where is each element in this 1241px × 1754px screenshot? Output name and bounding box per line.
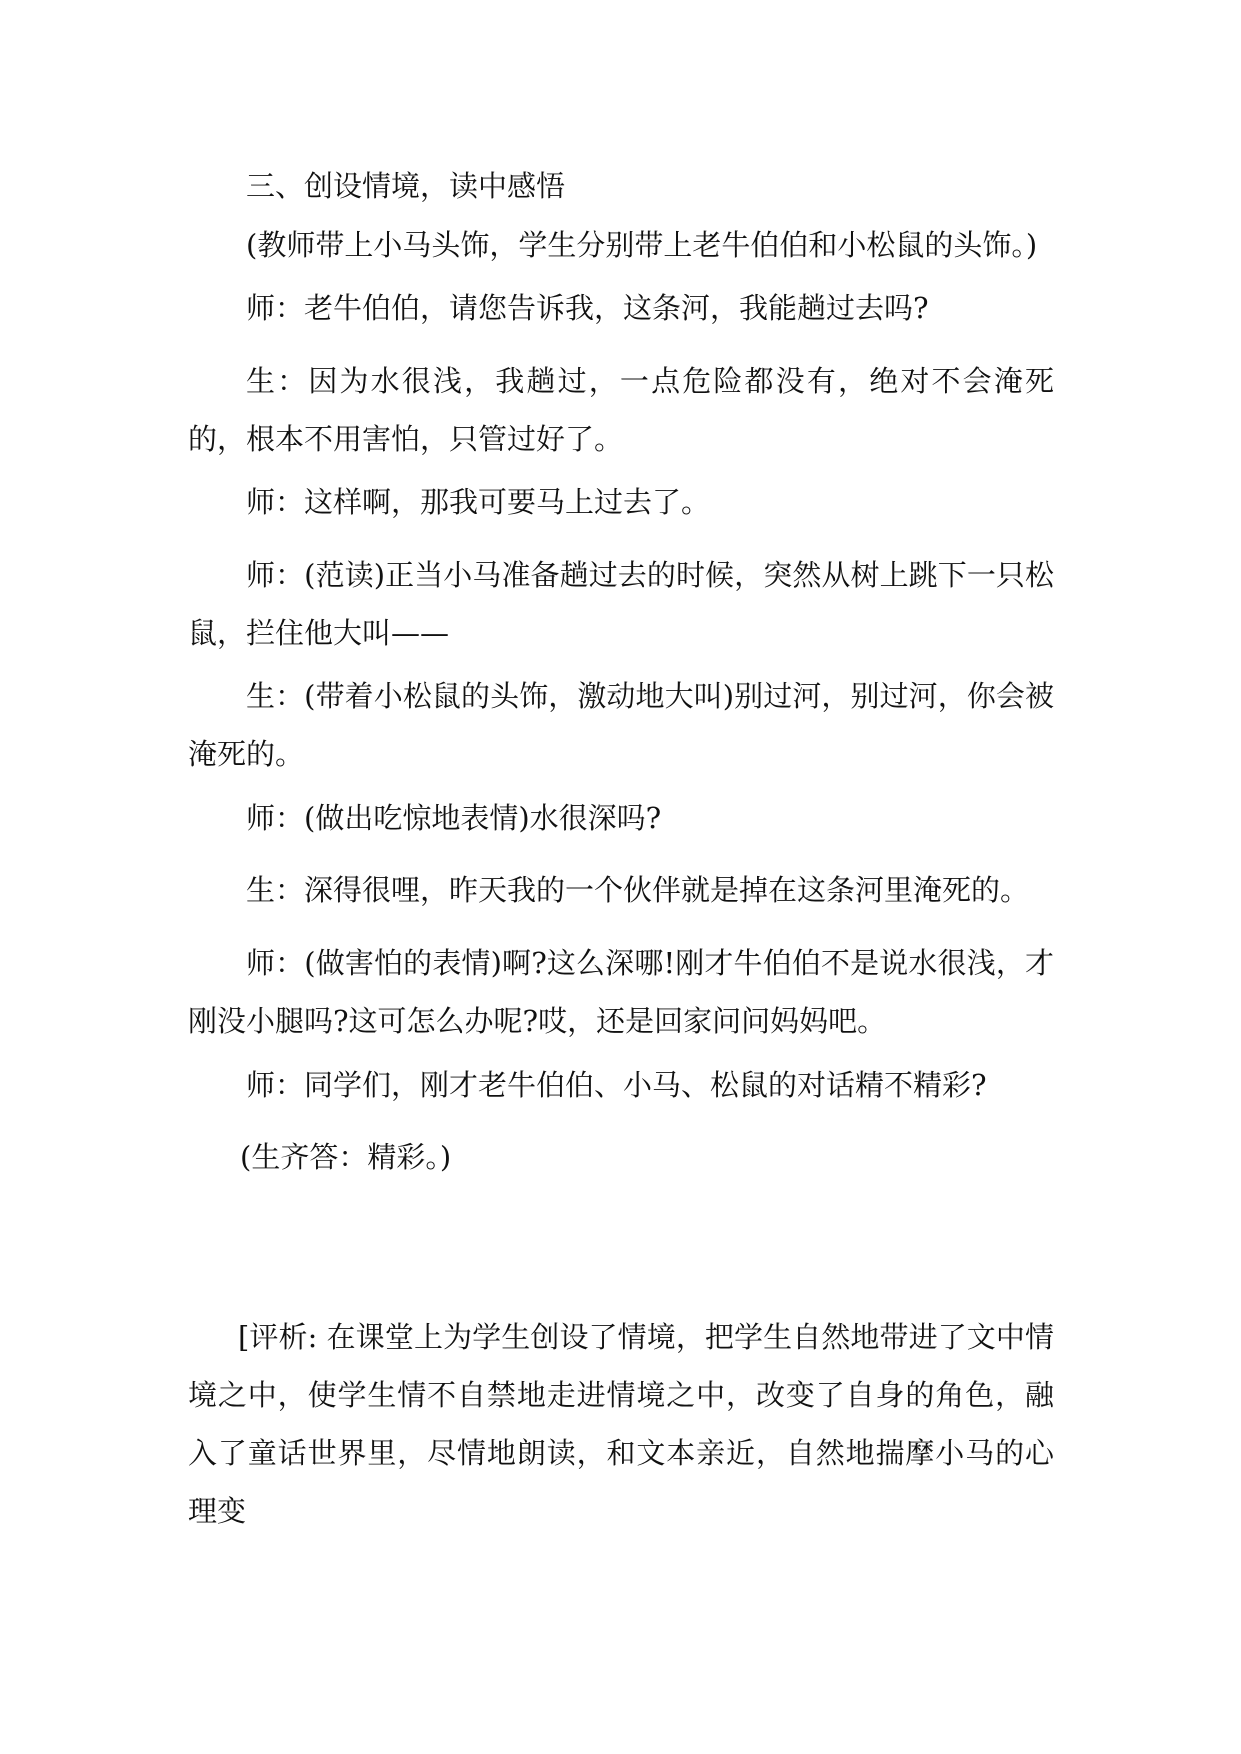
stage-direction: (教师带上小马头饰，学生分别带上老牛伯伯和小松鼠的头饰。)	[246, 228, 1038, 262]
section-heading: 三、创设情境，读中感悟	[246, 169, 566, 203]
class-response: (生齐答：精彩。)	[240, 1140, 452, 1174]
dialogue-teacher-5: 师：(做害怕的表情)啊?这么深哪!刚才牛伯伯不是说水很浅，才刚没小腿吗?这可怎么办呢?哎，还是回家问问妈妈吧。	[188, 946, 1054, 1038]
evaluation-paragraph: [评析: 在课堂上为学生创设了情境，把学生自然地带进了文中情境之中，使学生情不自禁地走进情境之中，改变了自身的角色，融入了童话世界里，尽情地朗读，和文本亲近，自然地揣摩小马的心理变	[188, 1320, 1054, 1528]
dialogue-teacher-6: 师：同学们，刚才老牛伯伯、小马、松鼠的对话精不精彩?	[246, 1068, 987, 1102]
dialogue-teacher-3: 师：(范读)正当小马准备趟过去的时候，突然从树上跳下一只松鼠，拦住他大叫——	[188, 558, 1054, 650]
dialogue-student-1: 生：因为水很浅，我趟过，一点危险都没有，绝对不会淹死的，根本不用害怕，只管过好了。	[188, 364, 1054, 456]
dialogue-student-3: 生：深得很哩，昨天我的一个伙伴就是掉在这条河里淹死的。	[246, 873, 1030, 907]
dialogue-student-2: 生：(带着小松鼠的头饰，激动地大叫)别过河，别过河，你会被淹死的。	[188, 679, 1054, 771]
dialogue-teacher-2: 师：这样啊，那我可要马上过去了。	[246, 485, 711, 519]
dialogue-teacher-1: 师：老牛伯伯，请您告诉我，这条河，我能趟过去吗?	[246, 291, 929, 325]
dialogue-teacher-4: 师：(做出吃惊地表情)水很深吗?	[246, 801, 662, 835]
